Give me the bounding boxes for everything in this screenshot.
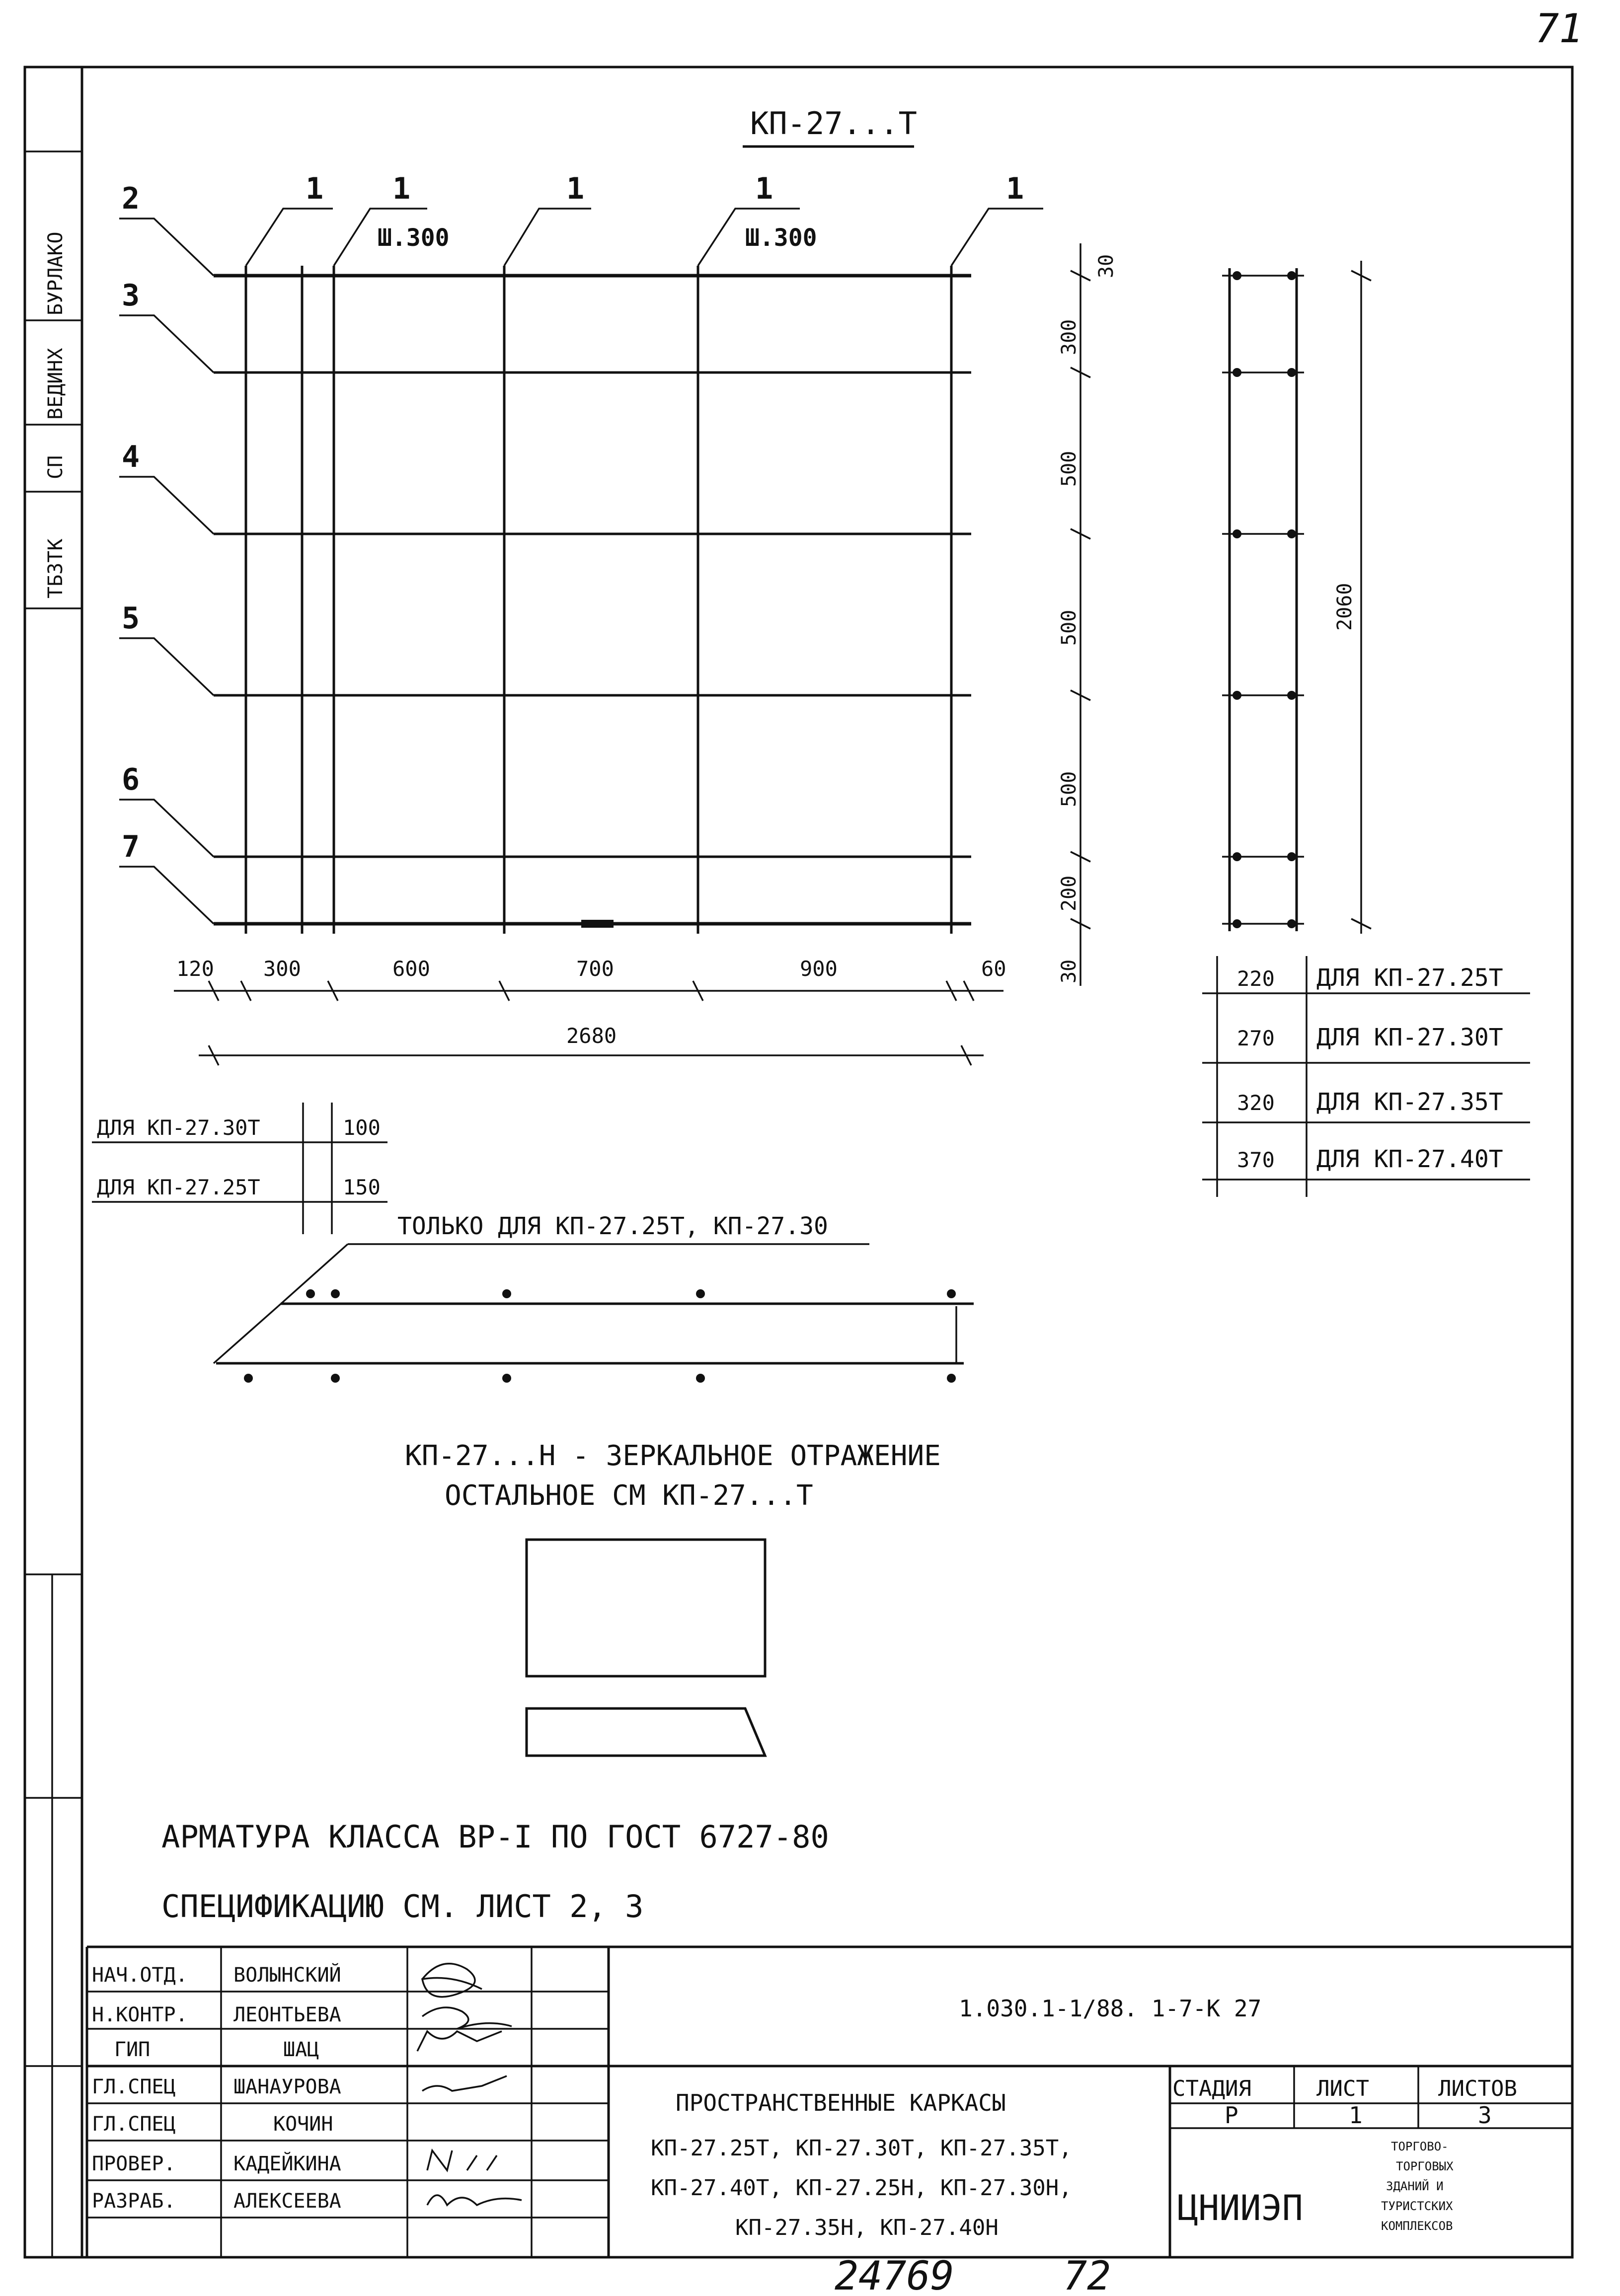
- name-cell: ЛЕОНТЬЕВА: [233, 2003, 341, 2026]
- side-stamp: ТБЗТК: [44, 538, 67, 598]
- bottom-number: 72: [1063, 2253, 1111, 2296]
- pos-marker-7: 7: [122, 829, 140, 864]
- mark: [581, 920, 614, 928]
- role-cell: ГЛ.СПЕЦ: [92, 2075, 176, 2098]
- dim-value: 600: [392, 957, 430, 981]
- step-label: Ш.300: [745, 224, 817, 252]
- role-cell: РАЗРАБ.: [92, 2190, 176, 2213]
- offset-value: 100: [343, 1115, 381, 1140]
- signature: [417, 1964, 522, 2205]
- side-stamp: СП: [44, 455, 67, 479]
- dim-value: 700: [576, 957, 614, 981]
- section-width-label: ДЛЯ КП-27.25Т: [1316, 964, 1503, 992]
- section-width-label: ДЛЯ КП-27.35Т: [1316, 1088, 1503, 1116]
- offset-value: 150: [343, 1175, 381, 1199]
- sheet-value: 1: [1349, 2102, 1363, 2129]
- legend-rect: [527, 1540, 765, 1676]
- pos-marker-1: 1: [392, 171, 411, 206]
- role-cell: ГИП: [114, 2038, 151, 2061]
- dim-value: 120: [176, 957, 214, 981]
- role-cell: ПРОВЕР.: [92, 2152, 176, 2175]
- drawing-title: КП-27...Т: [750, 105, 917, 142]
- doc-line: КП-27.35Н, КП-27.40Н: [735, 2215, 999, 2240]
- section-width-label: ДЛЯ КП-27.40Т: [1316, 1145, 1503, 1173]
- sheets-header: ЛИСТОВ: [1438, 2076, 1517, 2101]
- bottom-number: 24769: [835, 2253, 954, 2296]
- section-width-value: 320: [1237, 1091, 1275, 1115]
- doc-line: КП-27.25Т, КП-27.30Т, КП-27.35Т,: [651, 2136, 1072, 2161]
- dim-value: 60: [981, 957, 1006, 981]
- vdim-value: 30: [1058, 959, 1080, 983]
- side-stamp: ВЕДИНХ: [44, 348, 67, 420]
- pos-marker-6: 6: [122, 762, 140, 797]
- total-width: 2680: [566, 1024, 617, 1048]
- offset-label: ДЛЯ КП-27.25Т: [97, 1175, 260, 1199]
- section-width-value: 270: [1237, 1026, 1275, 1050]
- section-height: 2060: [1333, 583, 1356, 631]
- dim-value: 300: [263, 957, 301, 981]
- pos-marker-4: 4: [122, 440, 140, 474]
- offset-label: ДЛЯ КП-27.30Т: [97, 1115, 260, 1140]
- pos-marker-1: 1: [306, 171, 324, 206]
- step-label: Ш.300: [378, 224, 450, 252]
- name-cell: ВОЛЫНСКИЙ: [233, 1964, 341, 1987]
- section-width-value: 220: [1237, 966, 1275, 991]
- only-for-note: ТОЛЬКО ДЛЯ КП-27.25Т, КП-27.30: [397, 1212, 828, 1240]
- dim-value: 900: [800, 957, 838, 981]
- pos-marker-3: 3: [122, 278, 140, 313]
- vdim-value: 30: [1095, 254, 1118, 278]
- name-cell: ШАЦ: [283, 2038, 319, 2061]
- pos-marker-1: 1: [1006, 171, 1024, 206]
- legend-parallelogram: [527, 1708, 765, 1756]
- page-number: 71: [1535, 5, 1583, 52]
- specification-note: СПЕЦИФИКАЦИЮ СМ. ЛИСТ 2, 3: [161, 1888, 644, 1925]
- vdim-value: 300: [1058, 319, 1080, 355]
- org-note: ЗДАНИЙ И: [1386, 2179, 1444, 2193]
- stage-header: СТАДИЯ: [1172, 2076, 1251, 2101]
- doc-code: 1.030.1-1/88. 1-7-К 27: [959, 1995, 1262, 2022]
- vdim-value: 500: [1058, 609, 1080, 646]
- mirror-note: КП-27...Н - ЗЕРКАЛЬНОЕ ОТРАЖЕНИЕ: [405, 1440, 941, 1472]
- pos-marker-1: 1: [566, 171, 585, 206]
- main-view: [214, 266, 971, 934]
- vdim-value: 500: [1058, 771, 1080, 807]
- org-note: ТУРИСТСКИХ: [1381, 2199, 1453, 2213]
- leaders-left: [119, 219, 214, 924]
- org-note: ТОРГОВО-: [1391, 2140, 1449, 2153]
- name-cell: ШАНАУРОВА: [233, 2075, 341, 2098]
- pos-marker-5: 5: [122, 601, 140, 636]
- name-cell: КОЧИН: [273, 2113, 333, 2136]
- armature-note: АРМАТУРА КЛАССА ВР-I ПО ГОСТ 6727-80: [161, 1819, 829, 1855]
- section-width-value: 370: [1237, 1148, 1275, 1172]
- org-note: ТОРГОВЫХ: [1396, 2159, 1454, 2173]
- doc-line: КП-27.40Т, КП-27.25Н, КП-27.30Н,: [651, 2175, 1072, 2201]
- name-cell: АЛЕКСЕЕВА: [233, 2190, 341, 2213]
- role-cell: ГЛ.СПЕЦ: [92, 2113, 176, 2136]
- org-name: ЦНИИЭП: [1177, 2188, 1303, 2228]
- side-stamp: БУРЛАКО: [44, 231, 67, 315]
- mirror-note: ОСТАЛЬНОЕ СМ КП-27...Т: [445, 1480, 813, 1512]
- sheet-header: ЛИСТ: [1316, 2076, 1369, 2101]
- pos-marker-2: 2: [122, 181, 140, 216]
- vdim-value: 500: [1058, 450, 1080, 487]
- leaders-top: [246, 209, 1043, 266]
- sheets-value: 3: [1478, 2102, 1492, 2129]
- role-cell: Н.КОНТР.: [92, 2003, 188, 2026]
- role-cell: НАЧ.ОТД.: [92, 1964, 188, 1987]
- plan-detail: [214, 1244, 974, 1383]
- vdim-value: 200: [1058, 875, 1080, 911]
- stage-value: Р: [1225, 2102, 1238, 2129]
- pos-marker-1: 1: [755, 171, 773, 206]
- doc-title: ПРОСТРАНСТВЕННЫЕ КАРКАСЫ: [676, 2089, 1006, 2116]
- section-width-label: ДЛЯ КП-27.30Т: [1316, 1024, 1503, 1051]
- name-cell: КАДЕЙКИНА: [233, 2152, 341, 2175]
- org-note: КОМПЛЕКСОВ: [1381, 2219, 1453, 2233]
